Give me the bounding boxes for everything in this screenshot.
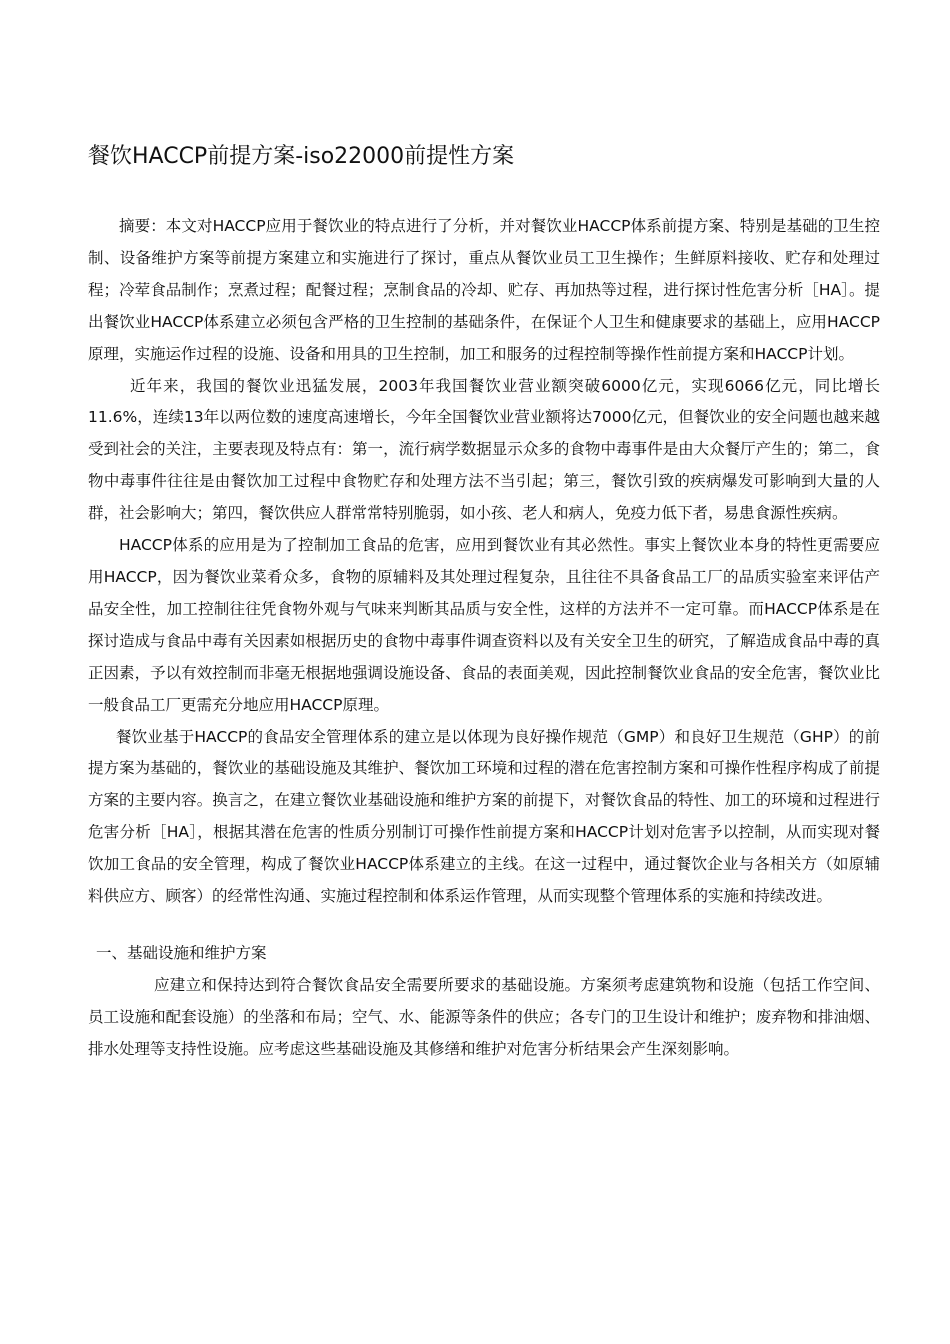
body-paragraph: 餐饮业基于HACCP的食品安全管理体系的建立是以体现为良好操作规范（GMP）和良好卫生规范（GHP）的前提方案为基础的，餐饮业的基础设施及其维护、餐饮加工环境和过程的潜在危害控制方案和可操作性程序构成了前提方案的主要内容。换言之，在建立餐饮业基础设施和维护方案的前提下，对餐饮食品的特性、加工的环境和过程进行危害分析［HA］，根据其潜在危害的性质分别制订可操作性前提方案和HACCP计划对危害予以控制，从而实现对餐饮加工食品的安全管理，构成了餐饮业HACCP体系建立的主线。在这一过程中，通过餐饮企业与各相关方（如原辅料供应方、顾客）的经常性沟通、实施过程控制和体系运作管理，从而实现整个管理体系的实施和持续改进。 — [88, 727, 880, 906]
document-body — [88, 211, 880, 1066]
section-heading: 一、基础设施和维护方案 — [96, 943, 267, 962]
body-paragraph: HACCP体系的应用是为了控制加工食品的危害，应用到餐饮业有其必然性。事实上餐饮业本身的特性更需要应用HACCP，因为餐饮业菜肴众多，食物的原辅料及其处理过程复杂，且往往不具备食品工厂的品质实验室来评估产品安全性，加工控制往往凭食物外观与气味来判断其品质与安全性，这样的方法并不一定可靠。而HACCP体系是在探讨造成与食品中毒有关因素如根据历史的食物中毒事件调查资料以及有关安全卫生的研究，了解造成食品中毒的真正因素，予以有效控制而非毫无根据地强调设施设备、食品的表面美观，因此控制餐饮业食品的安全危害，餐饮业比一般食品工厂更需充分地应用HACCP原理。 — [88, 536, 880, 714]
section-paragraph: 应建立和保持达到符合餐饮食品安全需要所要求的基础设施。方案须考虑建筑物和设施（包括工作空间、员工设施和配套设施）的坐落和布局；空气、水、能源等条件的供应；各专门的卫生设计和维护；废弃物和排油烟、排水处理等支持性设施。应考虑这些基础设施及其修缮和维护对危害分析结果会产生深刻影响。 — [88, 975, 880, 1058]
body-paragraph: 近年来，我国的餐饮业迅猛发展，2003年我国餐饮业营业额突破6000亿元，实现6066亿元，同比增长11.6%，连续13年以两位数的速度高速增长，今年全国餐饮业营业额将达7000亿元，但餐饮业的安全问题也越来越受到社会的关注，主要表现及特点有：第一，流行病学数据显示众多的食物中毒事件是由大众餐厅产生的；第二，食物中毒事件往往是由餐饮加工过程中食物贮存和处理方法不当引起；第三，餐饮引致的疾病爆发可影响到大量的人群，社会影响大；第四，餐饮供应人群常常特别脆弱，如小孩、老人和病人，免疫力低下者，易患食源性疾病。 — [88, 376, 880, 523]
abstract-paragraph: 摘要：本文对HACCP应用于餐饮业的特点进行了分析，并对餐饮业HACCP体系前提方案、特别是基础的卫生控制、设备维护方案等前提方案建立和实施进行了探讨，重点从餐饮业员工卫生操作；生鲜原料接收、贮存和处理过程；冷荤食品制作；烹煮过程；配餐过程；烹制食品的冷却、贮存、再加热等过程，进行探讨性危害分析［HA］。提出餐饮业HACCP体系建立必须包含严格的卫生控制的基础条件，在保证个人卫生和健康要求的基础上，应用HACCP原理，实施运作过程的设施、设备和用具的卫生控制，加工和服务的过程控制等操作性前提方案和HACCP计划。 — [88, 217, 880, 363]
document-title: 餐饮HACCP前提方案-iso22000前提性方案 — [88, 144, 515, 169]
